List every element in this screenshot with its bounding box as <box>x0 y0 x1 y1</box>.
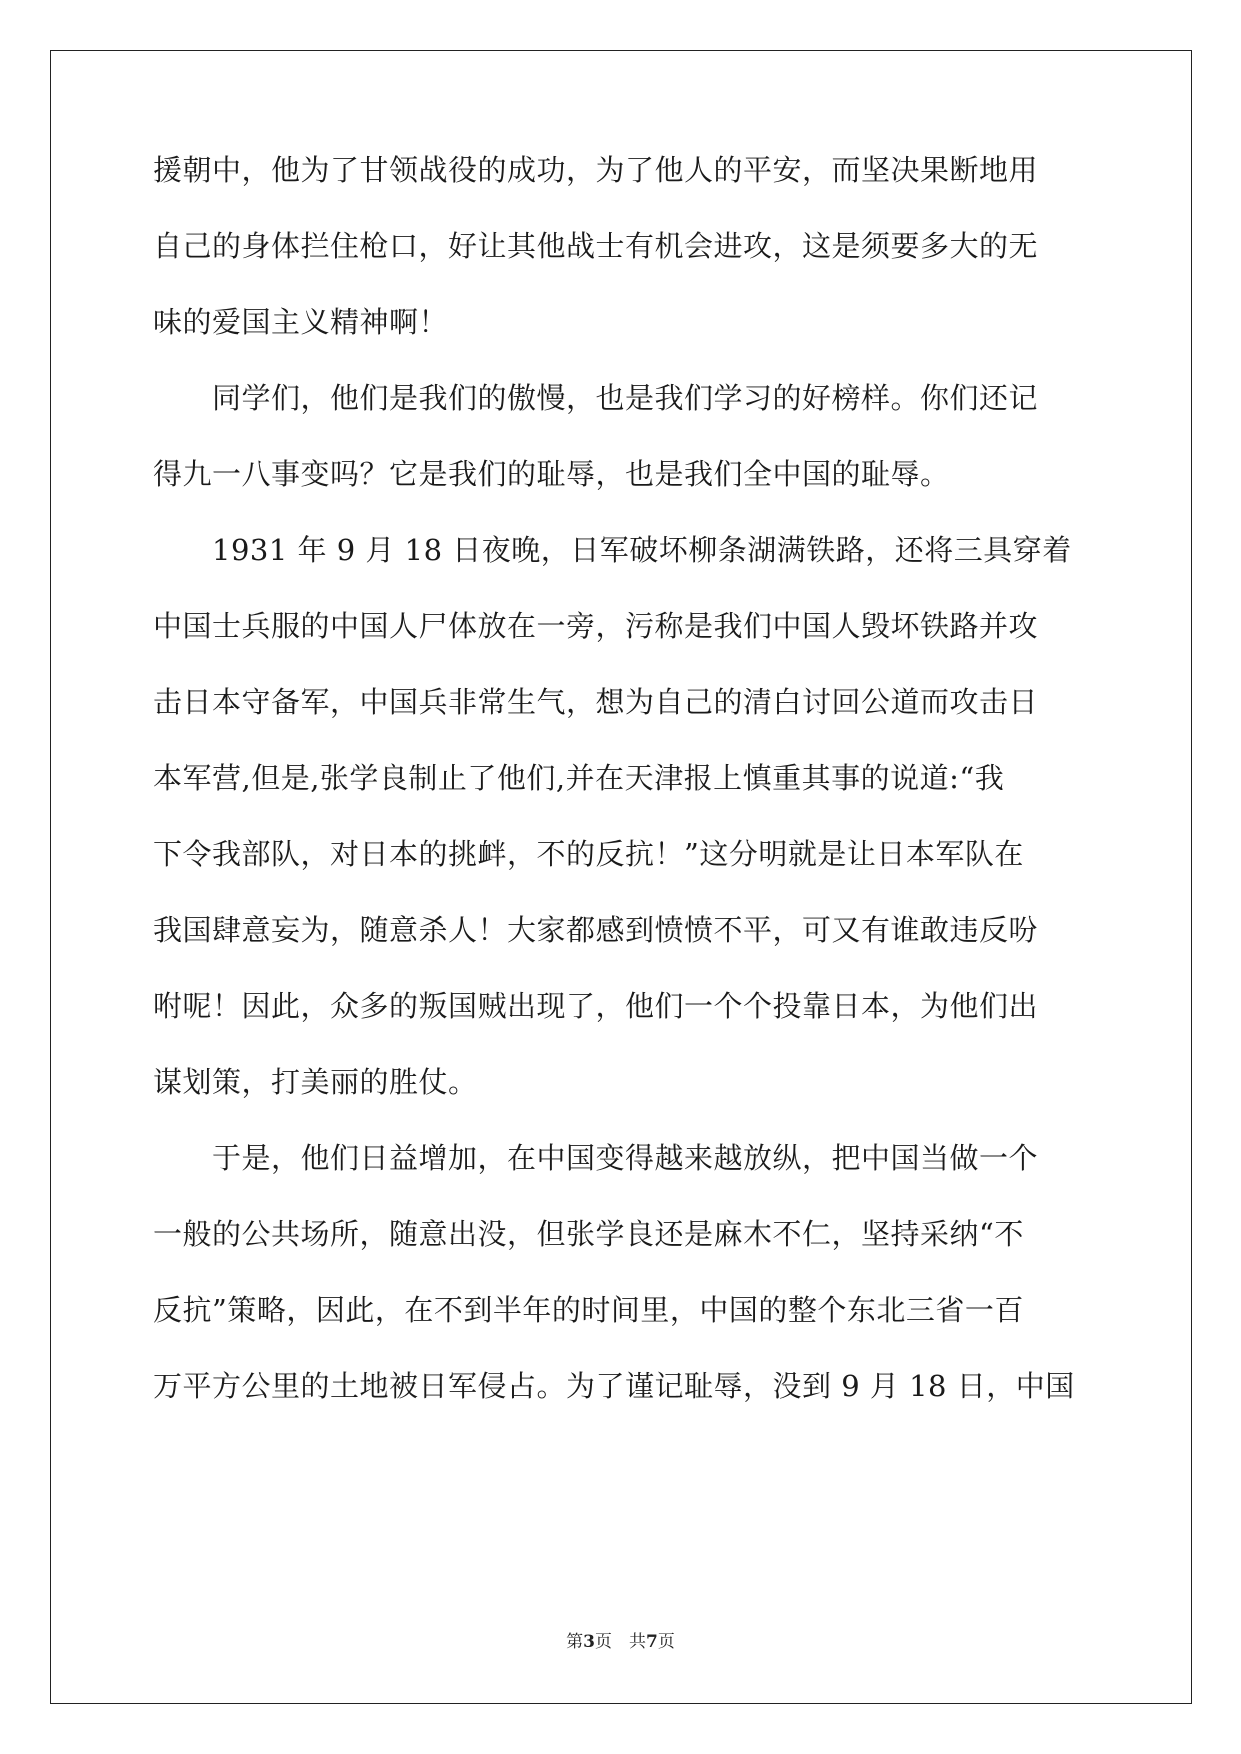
page-number-mid: 页 共 <box>595 1632 646 1652</box>
page-footer <box>0 1630 1241 1654</box>
text-line: 击日本守备军，中国兵非常生气，想为自己的清白讨回公道而攻击日 <box>153 685 1039 719</box>
page-number-suffix: 页 <box>657 1632 675 1652</box>
text-line: 咐呢！因此，众多的叛国贼出现了，他们一个个投靠日本，为他们出 <box>153 989 1039 1023</box>
text-line: 一般的公共场所，随意出没，但张学良还是麻木不仁，坚持采纳“不 <box>153 1217 1024 1251</box>
text-line: 下令我部队，对日本的挑衅，不的反抗！”这分明就是让日本军队在 <box>153 837 1024 871</box>
text-line: 得九一八事变吗？它是我们的耻辱，也是我们全中国的耻辱。 <box>153 457 950 491</box>
text-line: 中国士兵服的中国人尸体放在一旁，污称是我们中国人毁坏铁路并攻 <box>153 609 1039 643</box>
page-number-current: 3 <box>583 1632 595 1652</box>
text-line: 味的爱国主义精神啊！ <box>153 305 449 339</box>
text-line: 万平方公里的土地被日军侵占。为了谨记耻辱，没到 9 月 18 日，中国 <box>153 1369 1075 1403</box>
page-number-total: 7 <box>646 1632 658 1652</box>
text-line: 同学们，他们是我们的傲慢，也是我们学习的好榜样。你们还记 <box>153 381 1039 415</box>
text-line: 援朝中，他为了甘领战役的成功，为了他人的平安，而坚决果断地用 <box>153 153 1039 187</box>
text-line: 于是，他们日益增加，在中国变得越来越放纵，把中国当做一个 <box>153 1141 1039 1175</box>
text-line: 谋划策，打美丽的胜仗。 <box>153 1065 478 1099</box>
text-line: 我国肆意妄为，随意杀人！大家都感到愤愤不平，可又有谁敢违反吩 <box>153 913 1039 947</box>
page-border <box>50 50 1192 1704</box>
text-line: 自己的身体拦住枪口，好让其他战士有机会进攻，这是须要多大的无 <box>153 229 1039 263</box>
page-number-prefix: 第 <box>566 1632 584 1652</box>
text-line: 反抗”策略，因此，在不到半年的时间里，中国的整个东北三省一百 <box>153 1293 1024 1327</box>
text-line: 1931 年 9 月 18 日夜晚，日军破坏柳条湖满铁路，还将三具穿着 <box>153 533 1072 567</box>
text-line: 本军营,但是,张学良制止了他们,并在天津报上慎重其事的说道:“我 <box>153 761 1005 795</box>
